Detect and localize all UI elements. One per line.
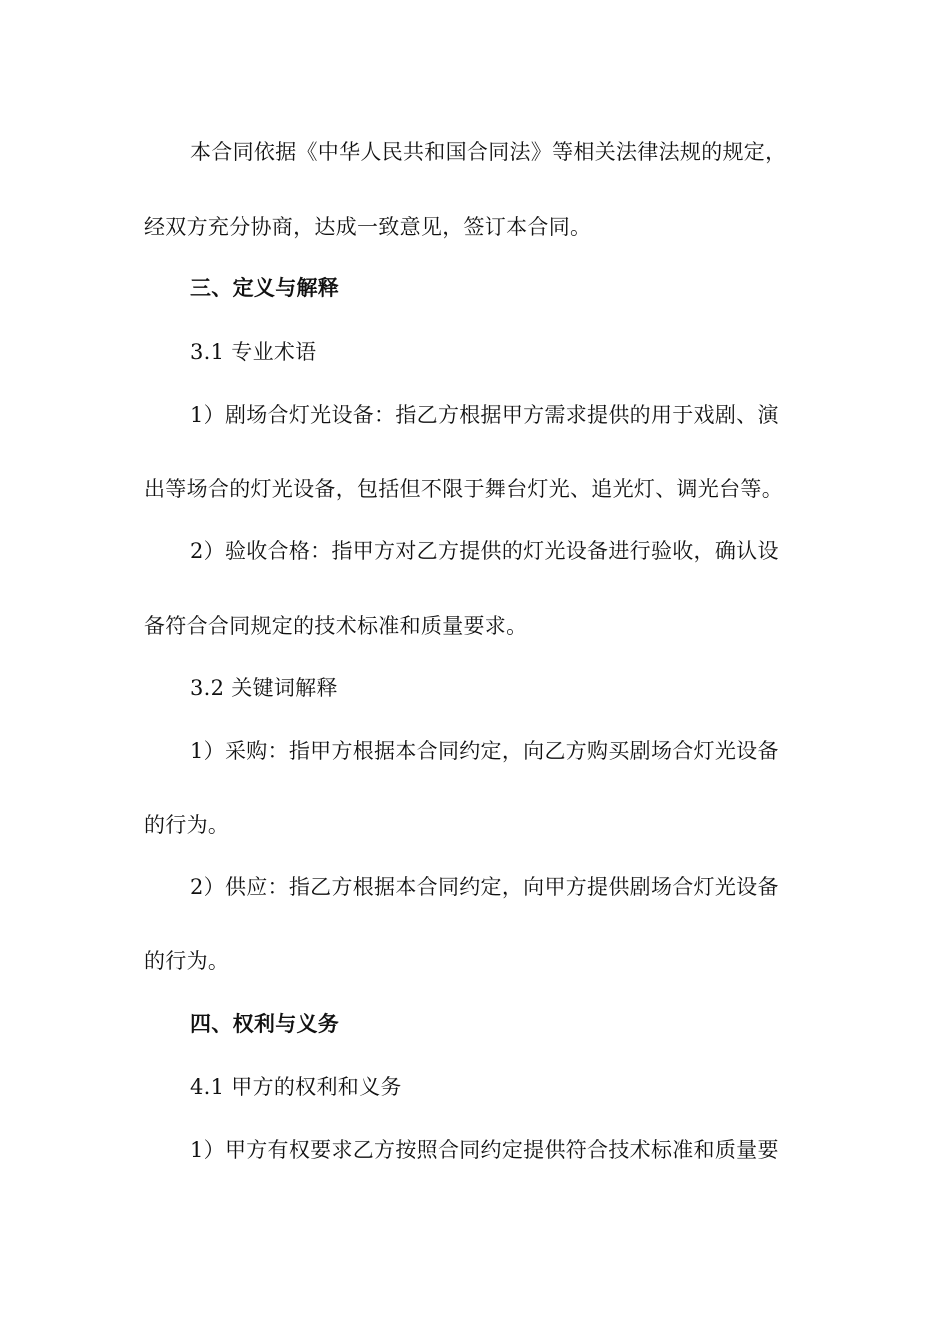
paragraph-line: 本合同依据《中华人民共和国合同法》等相关法律法规的规定， [190,140,787,164]
paragraph-line: 备符合合同规定的技术标准和质量要求。 [144,614,528,638]
section-heading: 三、定义与解释 [190,275,340,300]
paragraph-line: 的行为。 [144,949,230,973]
paragraph-line: 2）供应：指乙方根据本合同约定，向甲方提供剧场合灯光设备 [190,875,779,899]
paragraph-line: 的行为。 [144,813,230,837]
paragraph-line: 1）采购：指甲方根据本合同约定，向乙方购买剧场合灯光设备 [190,739,779,763]
paragraph-line: 出等场合的灯光设备，包括但不限于舞台灯光、追光灯、调光台等。 [144,477,783,501]
section-heading: 四、权利与义务 [190,1011,340,1036]
paragraph-line: 1）剧场合灯光设备：指乙方根据甲方需求提供的用于戏剧、演 [190,403,779,427]
subsection-heading: 3.2 关键词解释 [190,676,338,700]
paragraph-line: 2）验收合格：指甲方对乙方提供的灯光设备进行验收，确认设 [190,539,779,563]
subsection-heading: 3.1 专业术语 [190,340,317,364]
paragraph-line: 经双方充分协商，达成一致意见，签订本合同。 [144,215,592,239]
subsection-heading: 4.1 甲方的权利和义务 [190,1075,402,1099]
paragraph-line: 1）甲方有权要求乙方按照合同约定提供符合技术标准和质量要 [190,1138,779,1162]
